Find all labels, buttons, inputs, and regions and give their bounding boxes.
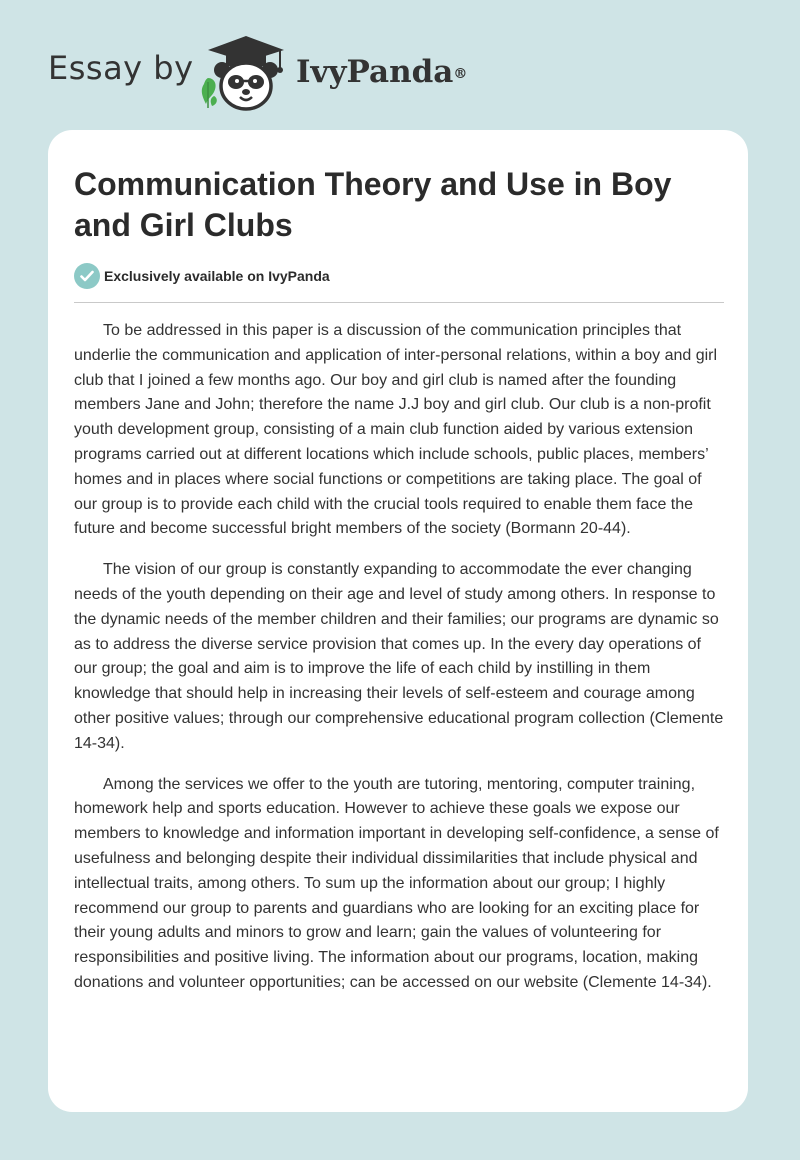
panda-graduate-logo-icon[interactable]: [200, 34, 292, 114]
paragraph-2: The vision of our group is constantly expanding to accommodate the ever changing needs of the youth depending on their age and level of study among others. In response to the dynamic needs of the member children and their families; our programs are dynamic so as to address the diverse service provision that comes up. In the every day operations of our group; the goal and aim is to improve the life of each child by instilling in them knowledge that should help in increasing their levels of self-esteem and courage among other positive values; through our comprehensive educational program collection (Clemente 14-34).: [74, 561, 724, 752]
exclusive-badge: [74, 263, 330, 289]
essay-by-label: Essay by: [48, 49, 194, 87]
divider: [74, 302, 724, 303]
exclusive-badge-text: Exclusively available on IvyPanda: [104, 268, 330, 284]
registered-mark: ®: [453, 66, 468, 82]
essay-card: [48, 130, 748, 1112]
brand-name-text: IvyPanda: [296, 54, 454, 90]
paragraph-1: To be addressed in this paper is a discussion of the communication principles that underlie the communication and application of inter-personal relations, within a boy and girl club that I joined a few months ago. Our boy and girl club is named after the founding members Jane and John; therefore the name J.J boy and girl club. Our club is a non-profit youth development group, consisting of a main club function aided by various extension programs carried out at different locations which include schools, public places, members’ homes and in places where social functions or competitions are taking place. The goal of our group is to provide each child with the crucial tools required to enable them face the future and become successful bright members of the society (Bormann 20-44).: [74, 322, 718, 538]
brand-name[interactable]: [296, 52, 467, 92]
essay-body: [74, 319, 726, 1012]
paragraph-3: Among the services we offer to the youth are tutoring, mentoring, computer training, homework help and sports education. However to achieve these goals we expose our members to knowledge and information important in developing self-confidence, a sense of usefulness and belonging despite their individual dissimilarities that include physical and intellectual traits, among others. To sum up the information about our group; I highly recommend our group to parents and guardians who are looking for an exciting place for their young adults and minors to grow and learn; gain the values of volunteering for responsibilities and positive living. The information about our programs, location, making donations and volunteer opportunities; can be accessed on our website (Clemente 14-34).: [74, 775, 719, 991]
site-header: [0, 0, 800, 128]
check-circle-icon: [74, 263, 100, 289]
page-title: Communication Theory and Use in Boy and Girl Clubs: [74, 166, 672, 243]
